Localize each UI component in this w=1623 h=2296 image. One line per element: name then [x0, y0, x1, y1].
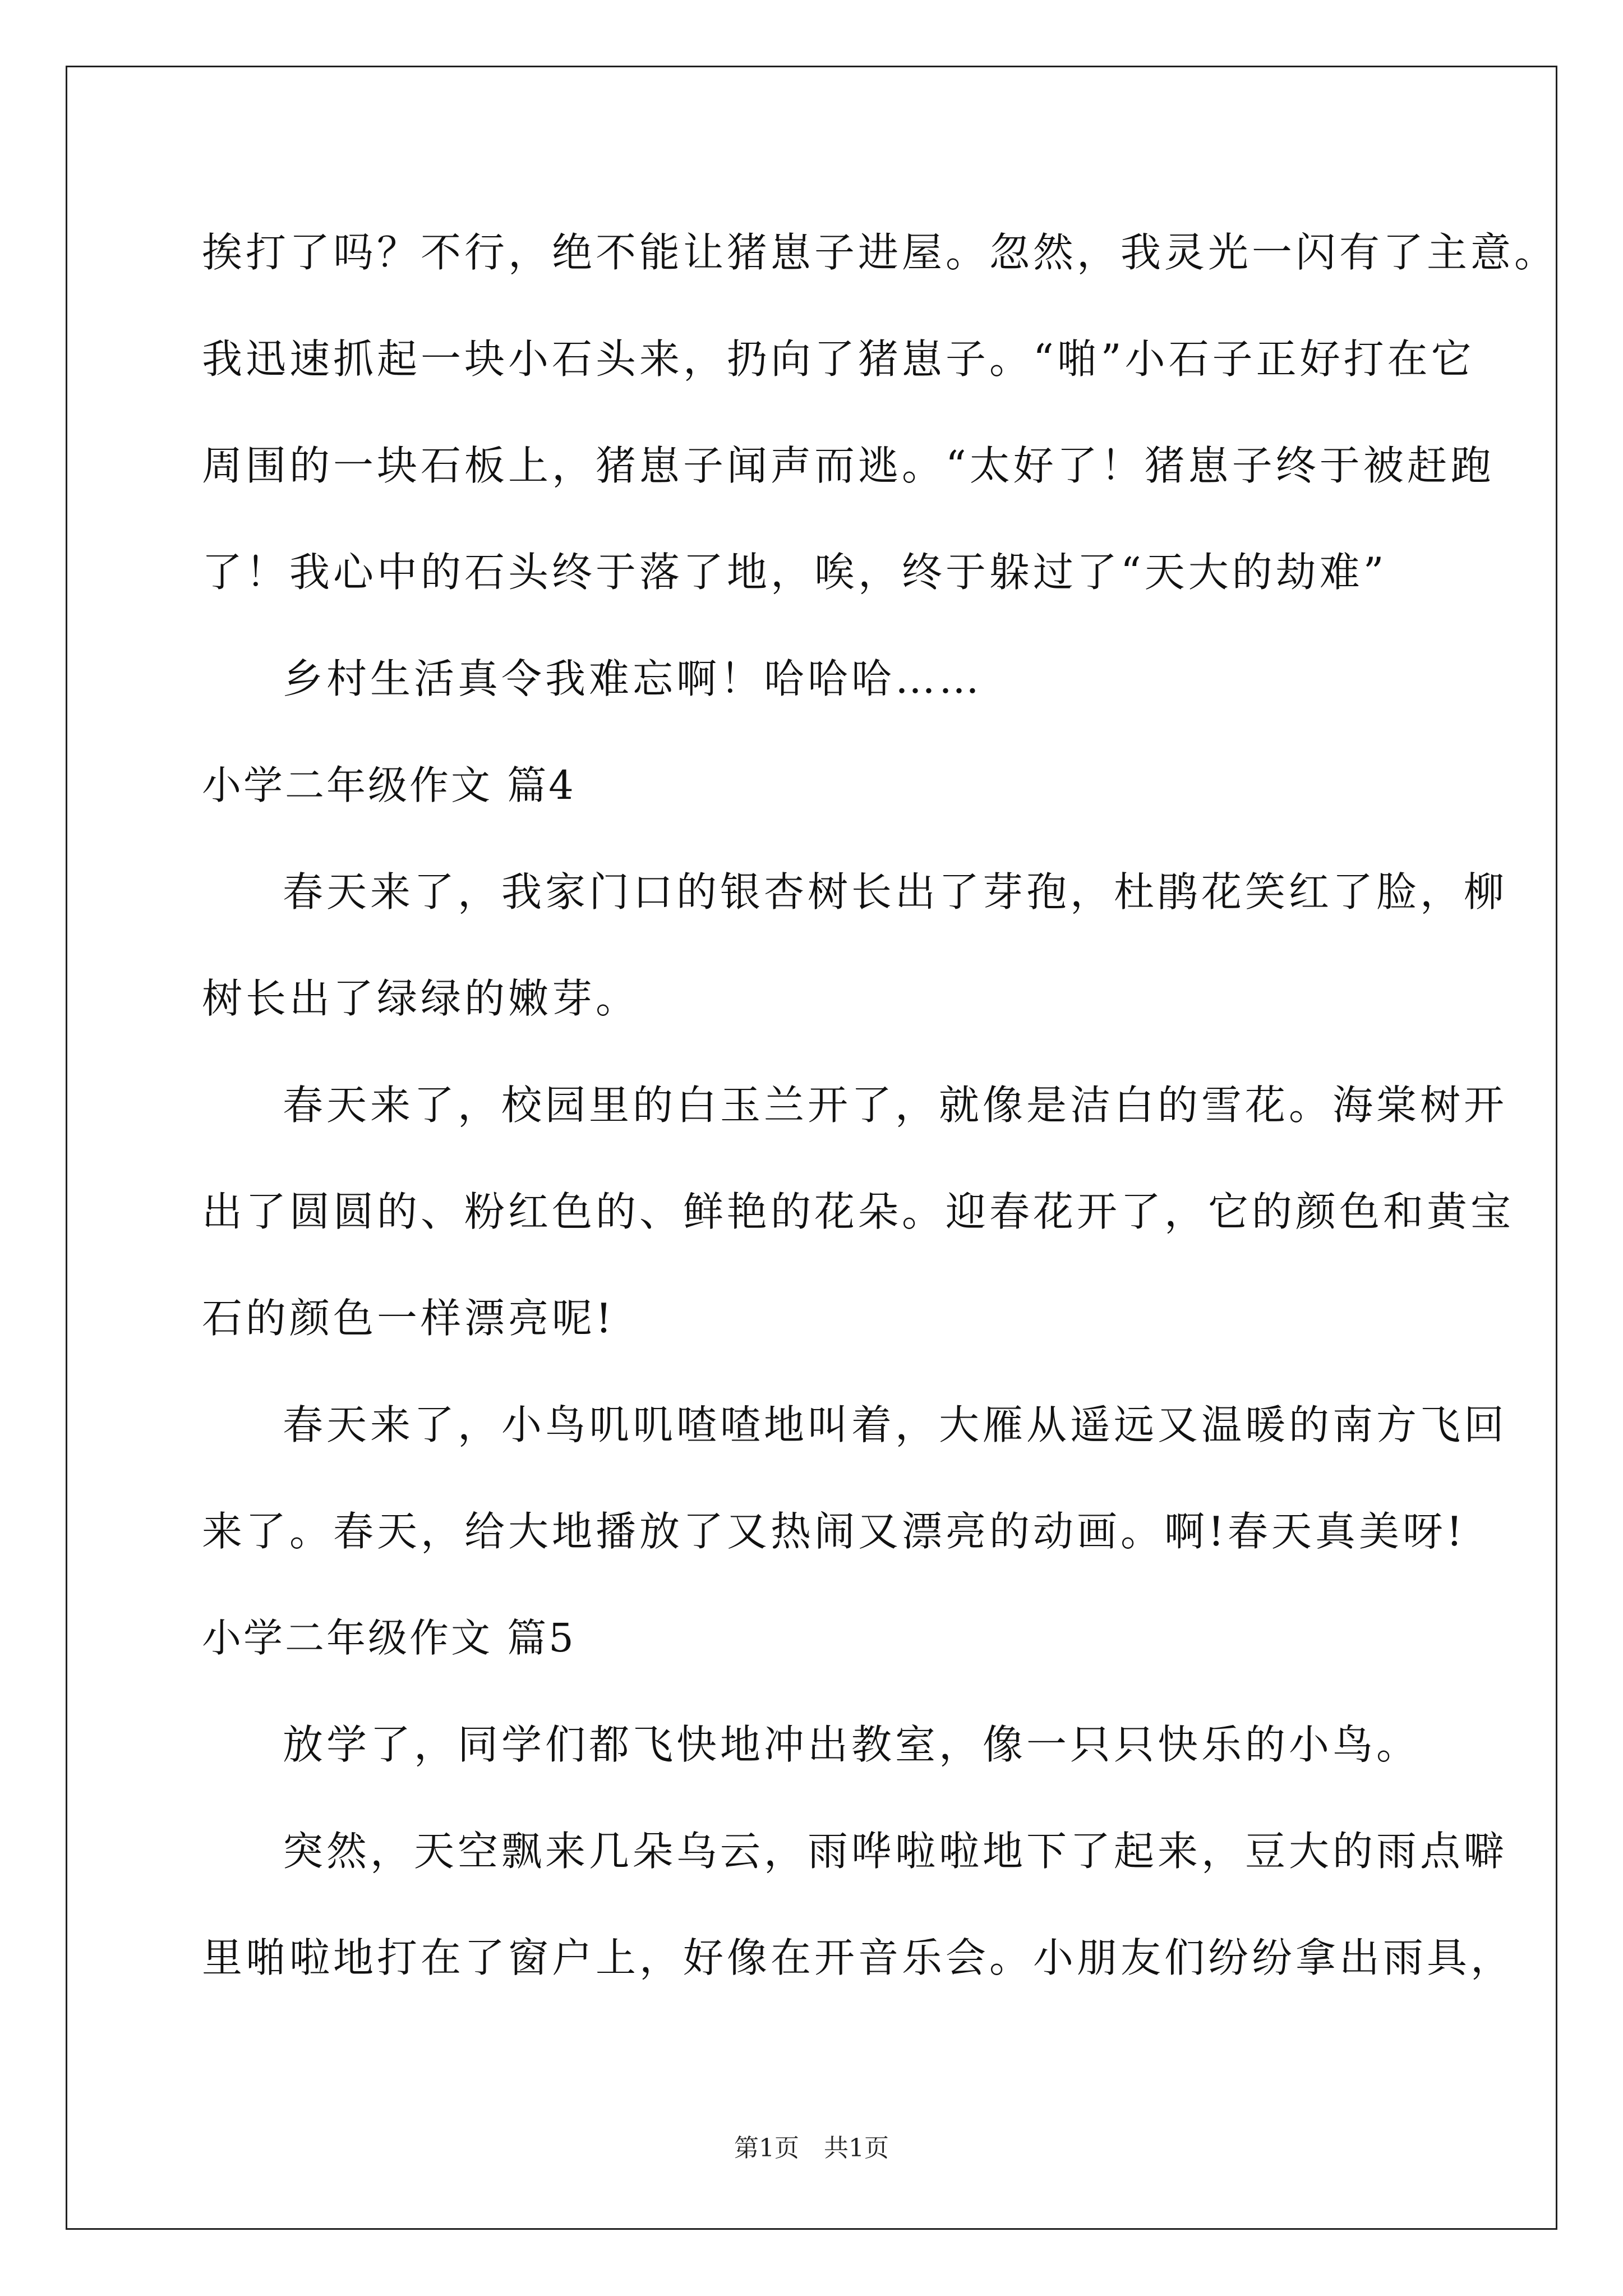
page-number-footer: 第1页 共1页	[734, 2134, 889, 2162]
paragraph-line: 我迅速抓起一块小石头来，扔向了猪崽子。“啪”小石子正好打在它	[202, 335, 1475, 383]
paragraph-line: 了！我心中的石头终于落了地，唉，终于躲过了“天大的劫难”	[202, 549, 1387, 596]
paragraph-line: 挨打了吗？不行，绝不能让猪崽子进屋。忽然，我灵光一闪有了主意。	[202, 229, 1559, 276]
section-heading: 小学二年级作文 篇5	[202, 1615, 576, 1661]
paragraph-line-indented: 放学了，同学们都飞快地冲出教室，像一只只快乐的小鸟。	[283, 1721, 1421, 1768]
section-heading: 小学二年级作文 篇4	[202, 762, 576, 808]
paragraph-line: 来了。春天，给大地播放了又热闹又漂亮的动画。啊!春天真美呀!	[202, 1508, 1466, 1555]
document-body	[202, 199, 1559, 2011]
paragraph-line: 里啪啦地打在了窗户上，好像在开音乐会。小朋友们纷纷拿出雨具，	[202, 1934, 1515, 1981]
paragraph-line-indented: 春天来了，校园里的白玉兰开了，就像是洁白的雪花。海棠树开	[283, 1082, 1508, 1129]
paragraph-line: 树长出了绿绿的嫩芽。	[202, 975, 640, 1022]
paragraph-line: 出了圆圆的、粉红色的、鲜艳的花朵。迎春花开了，它的颜色和黄宝	[202, 1188, 1515, 1235]
paragraph-line: 周围的一块石板上，猪崽子闻声而逃。“太好了！猪崽子终于被赶跑	[202, 442, 1495, 489]
paragraph-line-indented: 乡村生活真令我难忘啊！哈哈哈……	[283, 655, 983, 702]
paragraph-line-indented: 春天来了，小鸟叽叽喳喳地叫着，大雁从遥远又温暖的南方飞回	[283, 1401, 1508, 1448]
paragraph-line-indented: 春天来了，我家门口的银杏树长出了芽孢，杜鹃花笑红了脸，柳	[283, 868, 1508, 915]
paragraph-line: 石的颜色一样漂亮呢!	[202, 1295, 615, 1342]
paragraph-line-indented: 突然，天空飘来几朵乌云，雨哗啦啦地下了起来，豆大的雨点噼	[283, 1828, 1508, 1875]
